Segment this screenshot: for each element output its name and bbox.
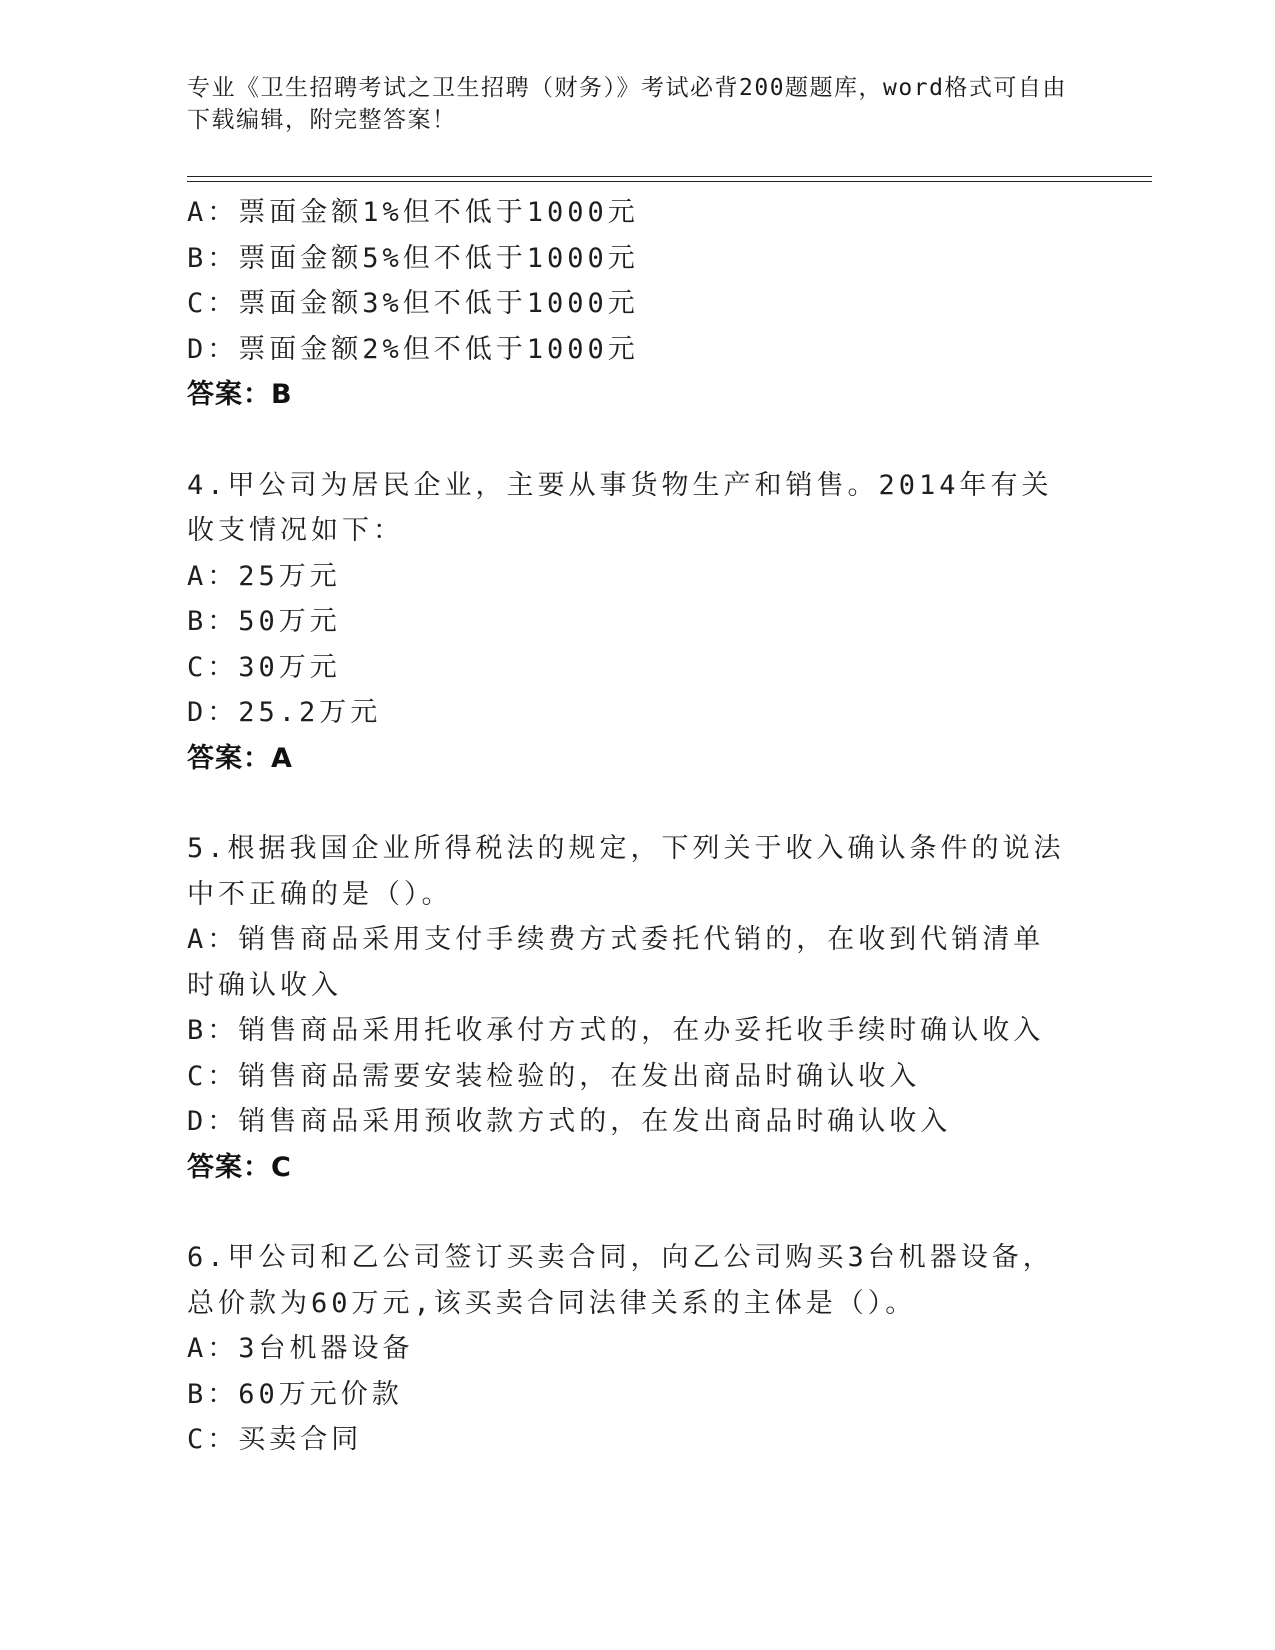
option-b: B：票面金额5%但不低于1000元 (187, 242, 639, 274)
option-d: D：票面金额2%但不低于1000元 (187, 333, 639, 365)
option-a: A：25万元 (187, 560, 341, 592)
question-4 (187, 463, 1067, 782)
header-divider-bottom (187, 181, 1152, 182)
option-a: A：销售商品采用支付手续费方式委托代销的，在收到代销清单时确认收入 (187, 924, 1045, 1001)
question-5 (187, 826, 1067, 1190)
question-6 (187, 1235, 1067, 1463)
spacer (187, 781, 1067, 826)
spacer (187, 418, 1067, 463)
option-b: B：销售商品采用托收承付方式的，在办妥托收手续时确认收入 (187, 1015, 1045, 1046)
option-a: A：票面金额1%但不低于1000元 (187, 197, 639, 228)
option-c: C：票面金额3%但不低于1000元 (187, 288, 639, 319)
question-text: 6.甲公司和乙公司签订买卖合同，向乙公司购买3台机器设备，总价款为60万元,该买卖合同法律关系的主体是（）。 (187, 1242, 1054, 1319)
option-d: D：25.2万元 (187, 697, 382, 728)
header-divider-top (187, 176, 1152, 177)
option-b: B：60万元价款 (187, 1378, 403, 1410)
option-c: C：买卖合同 (187, 1424, 363, 1455)
question-text: 5.根据我国企业所得税法的规定，下列关于收入确认条件的说法中不正确的是（）。 (187, 833, 1065, 910)
answer: 答案：C (187, 1151, 292, 1183)
document-header: 专业《卫生招聘考试之卫生招聘（财务）》考试必背200题题库，word格式可自由下载编辑，附完整答案！ (187, 75, 1067, 133)
option-c: C：销售商品需要安装检验的，在发出商品时确认收入 (187, 1060, 921, 1092)
question-text: 4.甲公司为居民企业，主要从事货物生产和销售。2014年有关收支情况如下： (187, 469, 1053, 546)
answer: 答案：B (187, 379, 293, 410)
option-c: C：30万元 (187, 651, 341, 683)
option-d: D：销售商品采用预收款方式的，在发出商品时确认收入 (187, 1106, 952, 1137)
answer: 答案：A (187, 742, 293, 774)
spacer (187, 1190, 1067, 1235)
question-list (187, 190, 1067, 1463)
option-b: B：50万元 (187, 606, 341, 637)
question-3 (187, 190, 1067, 418)
option-a: A：3台机器设备 (187, 1333, 414, 1364)
